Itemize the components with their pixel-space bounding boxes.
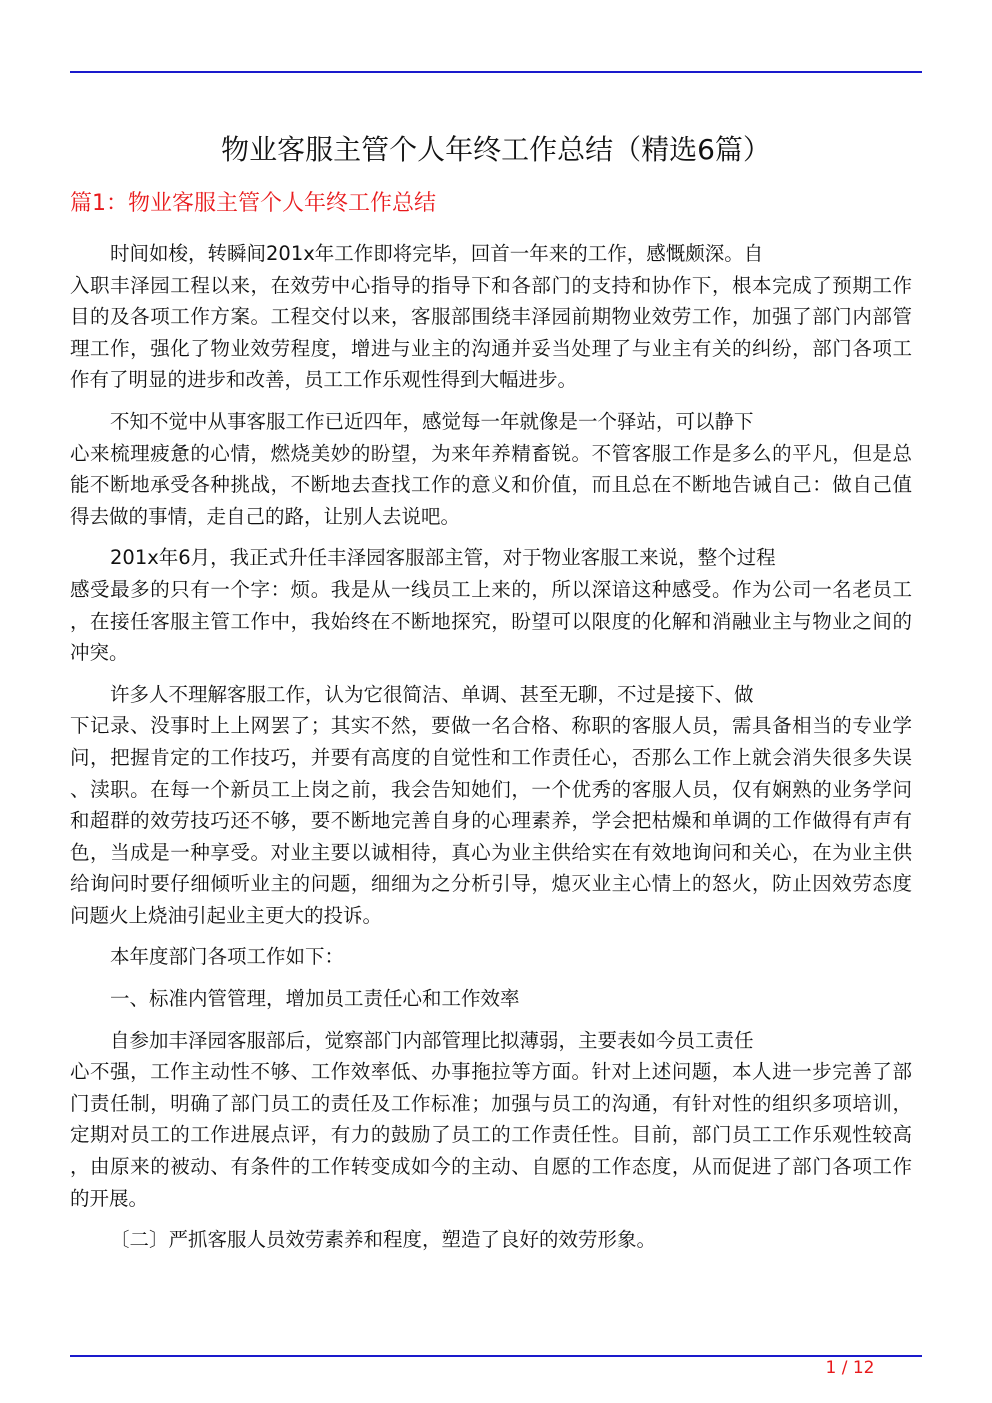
paragraph-line: 感受最多的只有一个字：烦。我是从一线员工上来的，所以深谙这种感受。作为公司一名老员工 xyxy=(70,577,912,601)
paragraph-line: 下记录、没事时上上网罢了；其实不然，要做一名合格、称职的客服人员，需具备相当的专业学 xyxy=(70,714,912,738)
paragraph-line: 能不断地承受各种挑战，不断地去查找工作的意义和价值，而且总在不断地告诫自己：做自己值 xyxy=(70,473,912,497)
paragraph-line: 色，当成是一种享受。对业主要以诚相待，真心为业主供给实在有效地询问和关心，在为业主供 xyxy=(70,840,912,864)
paragraph-line: 201x年6月，我正式升任丰泽园客服部主管，对于物业客服工来说，整个过程 xyxy=(110,546,776,570)
paragraph-line: 一、标准内管管理，增加员工责任心和工作效率 xyxy=(110,987,520,1011)
paragraph xyxy=(70,941,912,973)
paragraph xyxy=(70,1224,912,1256)
paragraph-line: 本年度部门各项工作如下： xyxy=(110,945,345,969)
paragraph-line: 不知不觉中从事客服工作已近四年，感觉每一年就像是一个驿站，可以静下 xyxy=(110,409,754,433)
paragraph-line: ，在接任客服主管工作中，我始终在不断地探究，盼望可以限度的化解和消融业主与物业之间的 xyxy=(70,609,912,633)
paragraph-line: 心不强，工作主动性不够、工作效率低、办事拖拉等方面。针对上述问题，本人进一步完善了部 xyxy=(70,1060,912,1084)
paragraph-line: 冲突。 xyxy=(70,641,129,665)
paragraph-line: 理工作，强化了物业效劳程度，增进与业主的沟通并妥当处理了与业主有关的纠纷，部门各项工 xyxy=(70,336,912,360)
paragraph-line: 〔二〕严抓客服人员效劳素养和程度，塑造了良好的效劳形象。 xyxy=(110,1228,657,1252)
paragraph xyxy=(70,542,912,668)
paragraph-line: 目的及各项工作方案。工程交付以来，客服部围绕丰泽园前期物业效劳工作，加强了部门内部管 xyxy=(70,305,912,329)
paragraph xyxy=(70,679,912,932)
paragraph-line: 、渎职。在每一个新员工上岗之前，我会告知她们，一个优秀的客服人员，仅有娴熟的业务学问 xyxy=(70,777,912,801)
footer-rule xyxy=(70,1355,922,1357)
page-number: 1 / 12 xyxy=(825,1358,875,1378)
paragraph xyxy=(70,1025,912,1215)
paragraph-line: 许多人不理解客服工作，认为它很简洁、单调、甚至无聊，不过是接下、做 xyxy=(110,682,754,706)
paragraph-line: 自参加丰泽园客服部后，觉察部门内部管理比拟薄弱，主要表如今员工责任 xyxy=(110,1028,754,1052)
document-title: 物业客服主管个人年终工作总结（精选6篇） xyxy=(221,133,771,166)
paragraph xyxy=(70,238,912,396)
section-heading: 篇1：物业客服主管个人年终工作总结 xyxy=(70,191,436,216)
document-body xyxy=(70,238,912,1266)
paragraph xyxy=(70,406,912,532)
paragraph-line: 作有了明显的进步和改善，员工工作乐观性得到大幅进步。 xyxy=(70,368,578,392)
paragraph-line: 问，把握肯定的工作技巧，并要有高度的自觉性和工作责任心，否那么工作上就会消失很多失误 xyxy=(70,745,912,769)
paragraph-line: 得去做的事情，走自己的路，让别人去说吧。 xyxy=(70,504,461,528)
paragraph-line: 的开展。 xyxy=(70,1186,149,1210)
paragraph-line: 定期对员工的工作进展点评，有力的鼓励了员工的工作责任性。目前，部门员工工作乐观性较高 xyxy=(70,1123,912,1147)
paragraph-line: 时间如梭，转瞬间201x年工作即将完毕，回首一年来的工作，感慨颇深。自 xyxy=(110,242,764,265)
header-rule xyxy=(70,71,922,73)
paragraph-line: 和超群的效劳技巧还不够，要不断地完善自身的心理素养，学会把枯燥和单调的工作做得有声有 xyxy=(70,809,912,833)
paragraph-line: 门责任制，明确了部门员工的责任及工作标准；加强与员工的沟通，有针对性的组织多项培训， xyxy=(70,1091,912,1115)
paragraph xyxy=(70,983,912,1015)
paragraph-line: 问题火上烧油引起业主更大的投诉。 xyxy=(70,903,383,927)
paragraph-line: 入职丰泽园工程以来，在效劳中心指导的指导下和各部门的支持和协作下，根本完成了预期工作 xyxy=(70,273,912,297)
paragraph-line: ，由原来的被动、有条件的工作转变成如今的主动、自愿的工作态度，从而促进了部门各项工作 xyxy=(70,1155,912,1179)
paragraph-line: 给询问时要仔细倾听业主的问题，细细为之分析引导，熄灭业主心情上的怒火，防止因效劳态度 xyxy=(70,872,912,896)
paragraph-line: 心来梳理疲惫的心情，燃烧美妙的盼望，为来年养精畜锐。不管客服工作是多么的平凡，但是总 xyxy=(70,441,912,465)
